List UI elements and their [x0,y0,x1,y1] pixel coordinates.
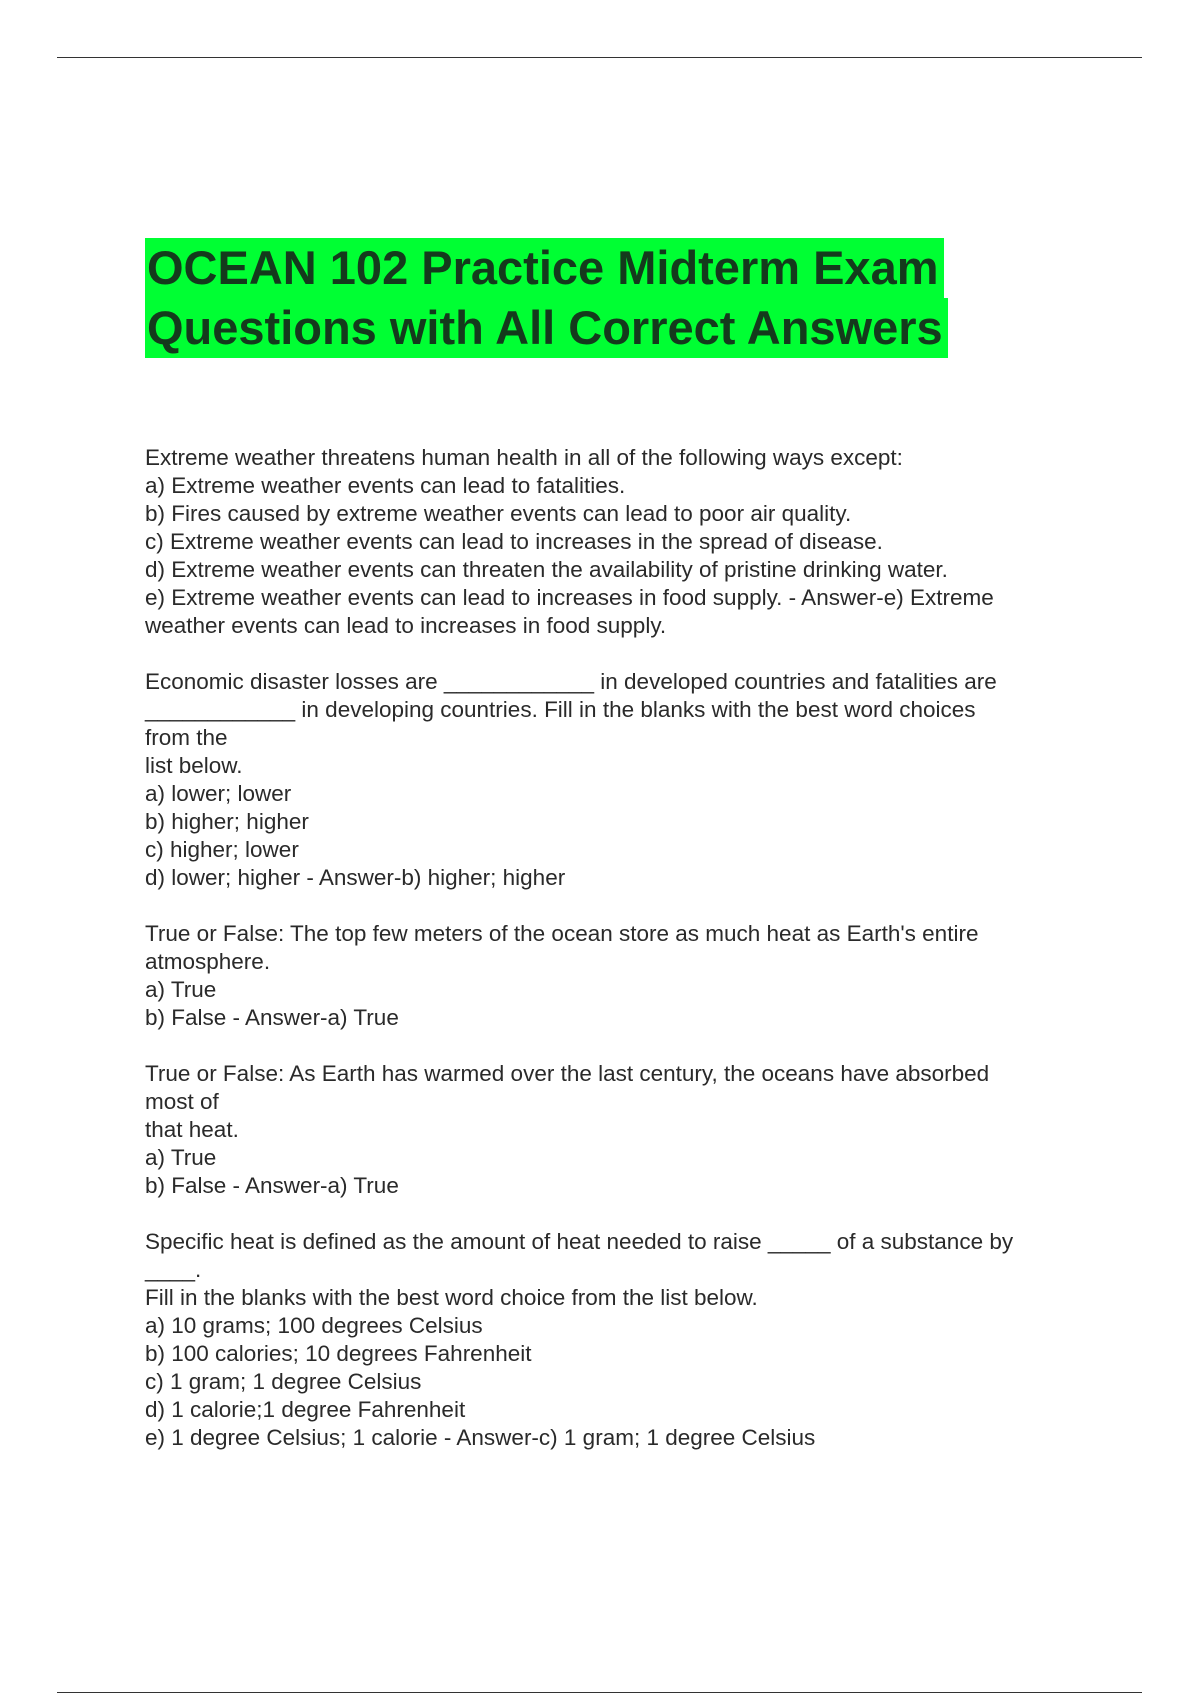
option-line: c) Extreme weather events can lead to increases in the spread of disease. [145,529,883,554]
answer-line: b) False - Answer-a) True [145,1005,399,1030]
question-line: ____. [145,1257,202,1282]
option-line: a) Extreme weather events can lead to fatalities. [145,473,626,498]
question-line: atmosphere. [145,949,271,974]
question-line: Economic disaster losses are ____________ in developed countries and fatalities are [145,669,997,694]
question-line: Fill in the blanks with the best word choice from the list below. [145,1285,758,1310]
option-line: c) higher; lower [145,837,299,862]
answer-line: b) False - Answer-a) True [145,1173,399,1198]
question-line: from the [145,725,228,750]
question-line: True or False: The top few meters of the ocean store as much heat as Earth's entire [145,921,979,946]
question-3 [145,920,1085,1032]
top-divider [57,57,1142,58]
question-line: ____________ in developing countries. Fill in the blanks with the best word choices [145,697,976,722]
option-line: b) Fires caused by extreme weather events can lead to poor air quality. [145,501,852,526]
answer-line: d) lower; higher - Answer-b) higher; higher [145,865,566,890]
option-line: d) Extreme weather events can threaten the availability of pristine drinking water. [145,557,948,582]
option-line: a) True [145,1145,217,1170]
question-line: True or False: As Earth has warmed over the last century, the oceans have absorbed [145,1061,990,1086]
question-2 [145,668,1085,892]
question-line: Specific heat is defined as the amount of heat needed to raise _____ of a substance by [145,1229,1014,1254]
question-5 [145,1228,1085,1452]
option-line: b) 100 calories; 10 degrees Fahrenheit [145,1341,532,1366]
option-line: b) higher; higher [145,809,309,834]
question-line: list below. [145,753,243,778]
question-1 [145,444,1085,640]
document-title [145,238,948,358]
title-line-1: OCEAN 102 Practice Midterm Exam [145,238,944,298]
option-line: a) lower; lower [145,781,292,806]
answer-line: e) 1 degree Celsius; 1 calorie - Answer-c) 1 gram; 1 degree Celsius [145,1425,816,1450]
option-line: c) 1 gram; 1 degree Celsius [145,1369,422,1394]
option-line: a) 10 grams; 100 degrees Celsius [145,1313,483,1338]
option-line: e) Extreme weather events can lead to increases in food supply. - Answer-e) Extreme [145,585,994,610]
questions-body [145,444,1085,1480]
question-line: most of [145,1089,219,1114]
bottom-divider [57,1692,1142,1693]
question-line: Extreme weather threatens human health in all of the following ways except: [145,445,903,470]
option-line: a) True [145,977,217,1002]
question-4 [145,1060,1085,1200]
title-line-2: Questions with All Correct Answers [145,298,948,358]
answer-line: weather events can lead to increases in food supply. [145,613,667,638]
option-line: d) 1 calorie;1 degree Fahrenheit [145,1397,466,1422]
question-line: that heat. [145,1117,239,1142]
